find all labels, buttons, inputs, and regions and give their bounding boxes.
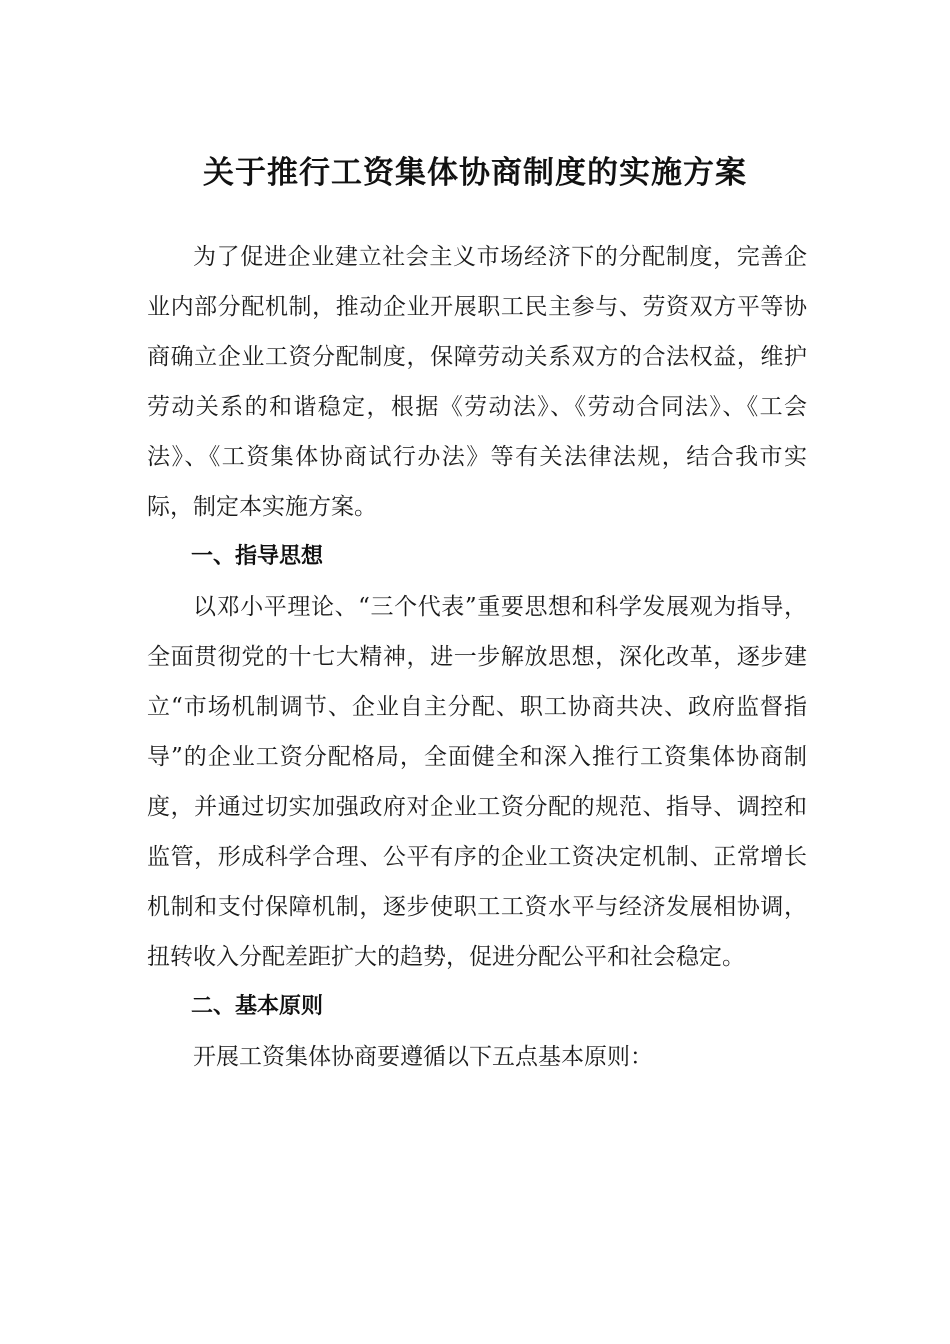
guiding-ideology-paragraph: 以邓小平理论、“三个代表”重要思想和科学发展观为指导，全面贯彻党的十七大精神，进一步解放思想，深化改革，逐步建立“市场机制调节、企业自主分配、职工协商共决、政府监督指导”的企业工资分配格局，全面健全和深入推行工资集体协商制度，并通过切实加强政府对企业工资分配的规范、指导、调控和监管，形成科学合理、公平有序的企业工资决定机制、正常增长机制和支付保障机制，逐步使职工工资水平与经济发展相协调，扭转收入分配差距扩大的趋势，促进分配公平和社会稳定。	[147, 594, 807, 970]
section-heading-basic-principles: 二、基本原则	[191, 994, 324, 1019]
section-heading-guiding-ideology: 一、指导思想	[191, 544, 324, 569]
document-title: 关于推行工资集体协商制度的实施方案	[203, 154, 747, 191]
intro-paragraph: 为了促进企业建立社会主义市场经济下的分配制度，完善企业内部分配机制，推动企业开展职工民主参与、劳资双方平等协商确立企业工资分配制度，保障劳动关系双方的合法权益，维护劳动关系的和谐稳定，根据《劳动法》、《劳动合同法》、《工会法》、《工资集体协商试行办法》等有关法律法规，结合我市实际，制定本实施方案。	[147, 244, 807, 520]
basic-principles-paragraph: 开展工资集体协商要遵循以下五点基本原则：	[193, 1044, 653, 1070]
document-body	[147, 232, 807, 1082]
